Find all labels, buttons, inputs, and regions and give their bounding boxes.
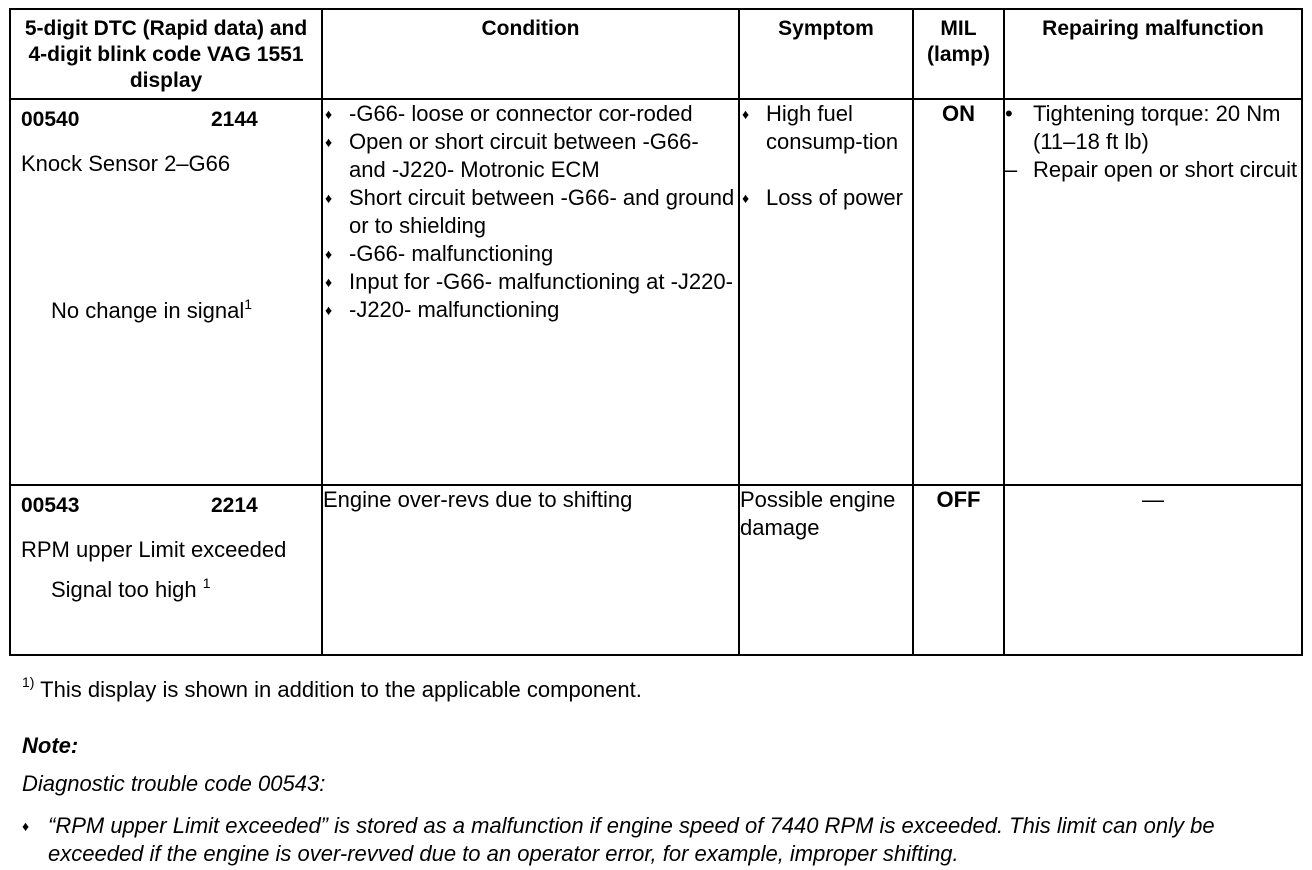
blink-code: 2214 (211, 494, 258, 517)
list-item: ♦ -J220- malfunctioning (323, 296, 738, 324)
footnote-ref: 1 (202, 575, 211, 591)
header-condition: Condition (322, 9, 739, 99)
condition-cell (322, 99, 739, 485)
table-header-row (10, 9, 1302, 99)
mil-status: OFF (913, 485, 1004, 655)
dash-icon: – (1005, 157, 1018, 182)
dtc-code: 00540 (21, 108, 80, 131)
condition-cell: Engine over-revs due to shifting (322, 485, 739, 655)
signal-description: No change in signal$^1$ (51, 296, 253, 323)
note-text: “RPM upper Limit exceeded” is stored as a malfunction if engine speed of 7440 RPM is exceeded. This limit can only be exceeded if the engine is over-revved due to an operator error, for example, improper shifting. (48, 813, 1215, 866)
note-subheading: Diagnostic trouble code 00543: (22, 771, 326, 796)
component-name: Knock Sensor 2–G66 (21, 151, 231, 176)
note-heading: Note: (22, 733, 79, 758)
list-item: ♦ -G66- loose or connector cor-roded (323, 100, 738, 128)
repair-cell (1004, 99, 1302, 485)
note-body (22, 812, 1302, 868)
repair-cell: — (1004, 485, 1302, 655)
table-row (10, 99, 1302, 485)
dtc-code: 00543 (21, 494, 80, 517)
signal-description: Signal too high $^1$ (51, 575, 211, 602)
footnote-ref: 1 (244, 296, 253, 312)
list-item: ♦ High fuel consump-tion (740, 100, 912, 156)
diamond-bullet-icon: ♦ (22, 818, 30, 834)
list-item: ♦ Open or short circuit between -G66- and -J220- Motronic ECM (323, 128, 738, 184)
symptom-cell (739, 99, 913, 485)
header-dtc: 5-digit DTC (Rapid data) and 4-digit blink code VAG 1551 display (10, 9, 322, 99)
blink-code: 2144 (211, 108, 258, 131)
footnote-text: This display is shown in addition to the applicable component. (40, 677, 642, 702)
list-item: ♦ Loss of power (740, 184, 912, 212)
header-symptom: Symptom (739, 9, 913, 99)
list-item: ♦ -G66- malfunctioning (323, 240, 738, 268)
dtc-cell (10, 99, 322, 485)
repair-item: – Repair open or short circuit (1005, 157, 1298, 182)
symptom-cell: Possible engine damage (739, 485, 913, 655)
dtc-table (9, 8, 1303, 656)
footnote-marker: 1) (22, 674, 35, 690)
header-mil: MIL (lamp) (913, 9, 1004, 99)
header-repair: Repairing malfunction (1004, 9, 1302, 99)
repair-item: • Tightening torque: 20 Nm (11–18 ft lb) (1005, 101, 1281, 154)
list-item: ♦ Short circuit between -G66- and ground or to shielding (323, 184, 738, 240)
list-item: ♦ Input for -G66- malfunctioning at -J220- (323, 268, 738, 296)
table-row (10, 485, 1302, 655)
dtc-cell (10, 485, 322, 655)
mil-status: ON (913, 99, 1004, 485)
bullet-icon: • (1005, 101, 1013, 126)
component-name: RPM upper Limit exceeded (21, 537, 287, 562)
footnote (22, 676, 642, 704)
